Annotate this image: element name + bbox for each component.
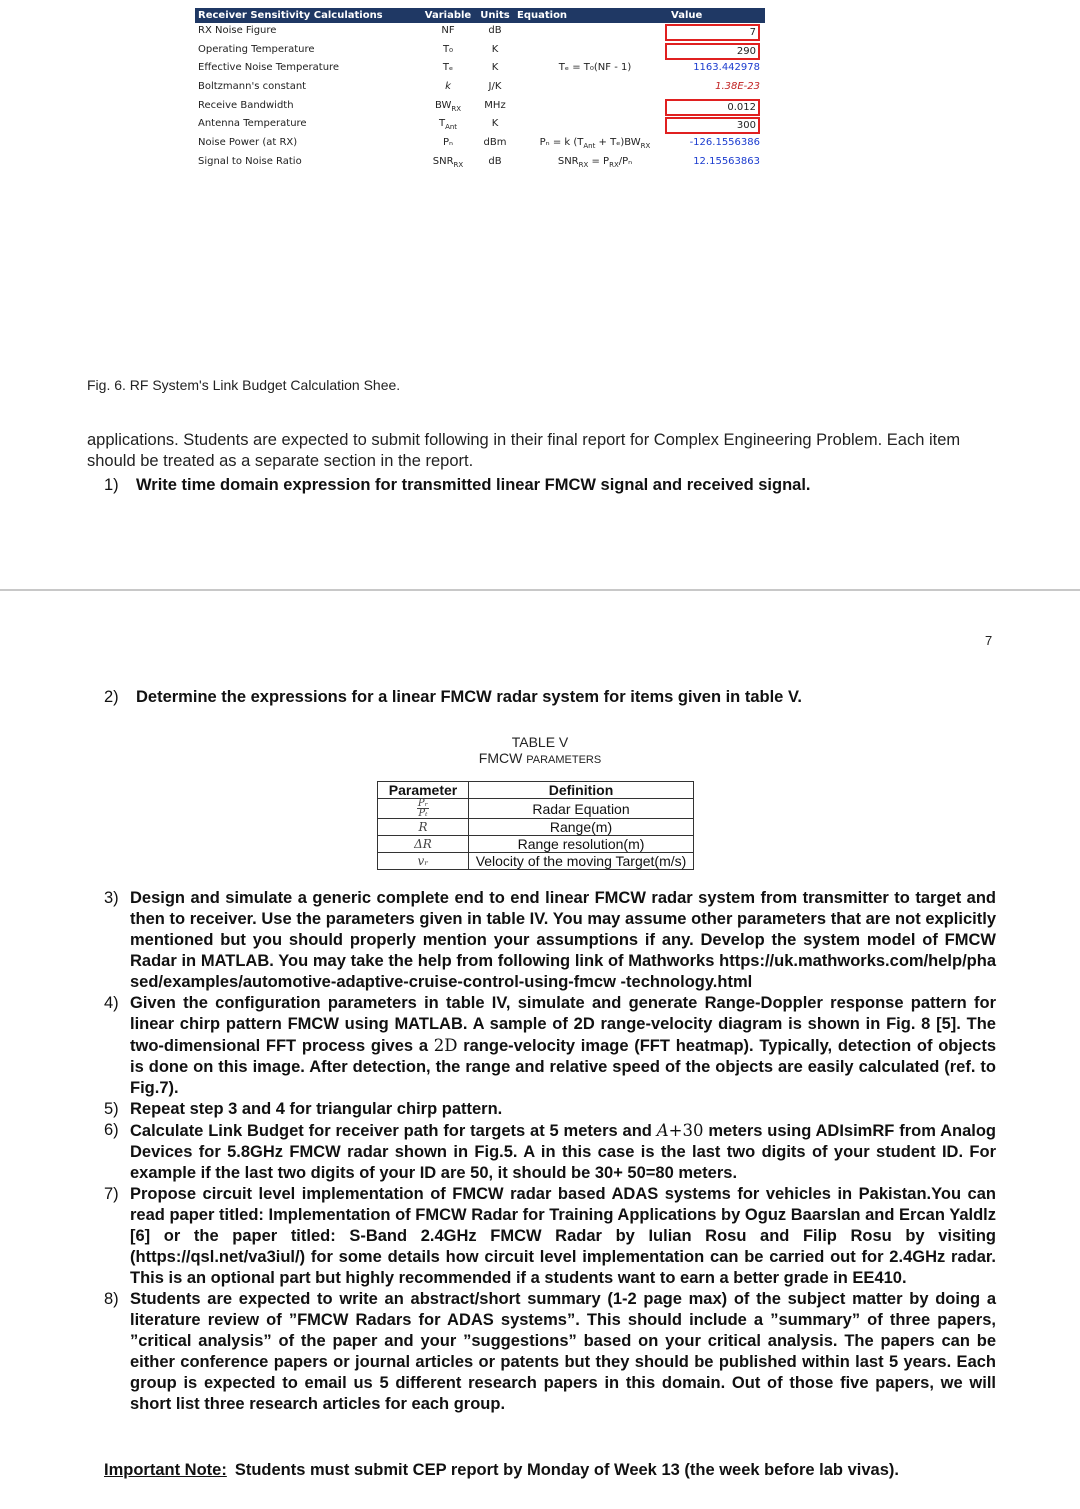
calculated-value-cell: -126.1556386 <box>689 137 760 149</box>
row-label: Boltzmann's constant <box>198 81 307 93</box>
calculated-value-cell: 1163.442978 <box>693 62 760 74</box>
row-variable: k <box>445 81 451 93</box>
requirements-list <box>104 888 996 1415</box>
sheet-header-row <box>195 8 765 23</box>
row-variable <box>423 118 473 131</box>
row-equation <box>535 137 655 150</box>
subtitle-part: FMCW <box>478 750 527 766</box>
definition-cell: Range resolution(m) <box>469 836 694 853</box>
eq-part: = P <box>588 155 610 167</box>
eq-part: SNR <box>557 155 579 167</box>
row-equation <box>535 156 655 169</box>
sheet-row-boltzmann-constant <box>195 79 765 98</box>
item-text: Write time domain expression for transmitted linear FMCW signal and received signal. <box>136 476 811 494</box>
list-item-5 <box>104 1099 996 1120</box>
row-unit: K <box>491 62 499 74</box>
fraction-denominator: Pₜ <box>418 808 428 819</box>
row-label: Operating Temperature <box>198 43 315 55</box>
table-header-row <box>378 782 694 799</box>
link-budget-sheet <box>195 8 765 173</box>
row-unit: dBm <box>483 137 507 149</box>
item-number: 4) <box>104 994 119 1012</box>
mathworks-link[interactable]: https://uk.mathworks.com/help/phased/examples/automotive-adaptive-cruise-control-using-fmcw -technology.html <box>130 952 996 991</box>
definition-cell: Velocity of the moving Target(m/s) <box>469 853 694 870</box>
eq-subscript: Ant <box>583 142 596 151</box>
input-value-cell[interactable]: 7 <box>665 24 760 41</box>
fraction-numerator: Pᵣ <box>417 798 429 809</box>
input-value-cell[interactable]: 300 <box>665 117 760 134</box>
math-a: A <box>656 1121 669 1140</box>
row-label: Signal to Noise Ratio <box>198 155 302 167</box>
definition-cell: Range(m) <box>469 819 694 836</box>
item-number: 2) <box>104 688 119 706</box>
definition-cell: Radar Equation <box>469 799 694 819</box>
list-item-8 <box>104 1289 996 1415</box>
var-subscript: RX <box>451 104 462 113</box>
eq-subscript: RX <box>578 160 589 169</box>
body-paragraph: applications. Students are expected to submit following in their final report for Complex Engineering Problem. Each item should be treated as a separate section in the report. <box>87 431 961 470</box>
item-number: 8) <box>104 1290 119 1308</box>
subtitle-smallcaps: PARAMETERS <box>526 754 602 766</box>
page-number: 7 <box>985 633 993 648</box>
row-label: Receive Bandwidth <box>198 99 294 111</box>
row-unit: dB <box>488 25 502 36</box>
fmcw-parameters-table <box>377 781 694 870</box>
important-note <box>104 1461 899 1480</box>
table-row <box>378 836 694 853</box>
item-number: 5) <box>104 1100 119 1118</box>
input-value-cell[interactable]: 290 <box>665 43 760 60</box>
eq-subscript: RX <box>609 160 619 169</box>
sheet-row-effective-noise-temperature <box>195 60 765 79</box>
constant-value-cell: 1.38E-23 <box>715 81 760 93</box>
var-base: BW <box>434 99 452 111</box>
row-label: Noise Power (at RX) <box>198 137 298 149</box>
row-label: Antenna Temperature <box>198 118 307 130</box>
param-cell <box>378 799 469 819</box>
table-title: TABLE V <box>511 734 569 750</box>
table-row <box>378 853 694 870</box>
page-divider <box>0 589 1080 591</box>
param-cell: R <box>378 819 469 836</box>
row-variable: Tₑ <box>442 62 454 74</box>
eq-subscript: RX <box>640 142 651 151</box>
item-text: Determine the expressions for a linear FMCW radar system for items given in table V. <box>136 688 803 706</box>
var-subscript: RX <box>453 160 464 169</box>
list-item-6 <box>104 1120 996 1184</box>
item-number: 6) <box>104 1121 119 1139</box>
item-text: Repeat step 3 and 4 for triangular chirp pattern. <box>130 1100 503 1118</box>
item-number: 1) <box>104 476 119 494</box>
row-variable: Pₙ <box>442 137 453 149</box>
sheet-row-operating-temperature <box>195 42 765 61</box>
item-text: Students are expected to write an abstract/short summary (1-2 page max) of the subject matter by doing a literature review of ”FMCW Radars for ADAS systems”. This should include a ”summary” of three papers, ”critical analysis” of the paper and your ”suggestions” based on your critical analysis. The papers can be either conference papers or journal articles or patents but they should be published within last 5 years. Each group is expected to email us 5 different research papers in this domain. Out of those five papers, we will short list three research articles for each group. <box>130 1290 996 1413</box>
row-variable: NF <box>441 25 455 36</box>
item-text: Calculate Link Budget for receiver path for targets at 5 meters and <box>130 1122 657 1140</box>
item-text: range-velocity image (FFT heatmap). Typically, detection of objects is done on this image. After detection, the range and relative speed of the objects are easily calculated (ref. to Fig.7). <box>130 1037 996 1097</box>
sheet-row-antenna-temperature <box>195 116 765 135</box>
var-subscript: Ant <box>445 123 458 132</box>
col-header-definition: Definition <box>469 782 694 799</box>
item-text: Given the configuration parameters in table IV, simulate and generate Range-Doppler response pattern for linear chirp pattern FMCW using MATLAB. A sample of 2D range-velocity diagram is shown in Fig. 8 [5]. The two-dimensional FFT process gives a <box>130 994 996 1055</box>
sheet-row-noise-power <box>195 135 765 154</box>
item-text: Design and simulate a generic complete end to end linear FMCW radar system from transmitter to target and then to receiver. Use the parameters given in table IV. You may assume other parameters that are not explicitly mentioned but you should properly mention your assumptions if any. Develop the system model of FMCW Radar in MATLAB. You may take the help from following link of Mathworks <box>130 889 996 970</box>
param-fraction <box>417 799 429 818</box>
note-text: Students must submit CEP report by Monday of Week 13 (the week before lab vivas). <box>234 1461 899 1479</box>
sheet-header-variable: Variable <box>424 10 472 21</box>
list-item-7 <box>104 1184 996 1289</box>
param-cell: vᵣ <box>378 853 469 870</box>
row-unit: dB <box>488 155 502 167</box>
eq-part: /Pₙ <box>618 155 633 167</box>
list-item-2 <box>104 688 802 707</box>
item-text: meters using ADIsimRF from Analog Devices for 5.8GHz FMCW radar shown in Fig.5. A in this case is the last two digits of your student ID. For example if the last two digits of your ID are 50, it should be 30+ 50=80 meters. <box>130 1122 997 1182</box>
row-label: RX Noise Figure <box>198 25 277 36</box>
list-item-3 <box>104 888 996 993</box>
row-equation: Tₑ = T₀(NF - 1) <box>558 62 632 74</box>
input-value-cell[interactable]: 0.012 <box>665 99 760 116</box>
sheet-row-snr <box>195 154 765 173</box>
eq-part: + Tₑ)BW <box>595 137 641 149</box>
var-base: SNR <box>432 155 454 167</box>
sheet-row-receive-bandwidth <box>195 98 765 117</box>
math-2d: 2D <box>433 1036 458 1055</box>
row-unit: MHz <box>484 99 506 111</box>
row-variable: T₀ <box>442 43 454 55</box>
sheet-header-value: Value <box>671 10 703 21</box>
item-text: Propose circuit level implementation of FMCW radar based ADAS systems for vehicles in Pakistan.You can read paper titled: Implementation of FMCW Radar for Training Applications by Oguz Baarslan and Ercan Yaldlz [6] or the paper titled: S-Band 2.4GHz FMCW Radar by Iulian Rosu and Filip Rosu by visiting (https://qsl.net/va3iul/) for some details how circuit level implementation can be carried out for 2.4GHz radar. This is an optional part but highly recommended if a students want to earn a better grade in EE410. <box>130 1185 996 1287</box>
calculated-value-cell: 12.15563863 <box>693 155 760 167</box>
row-variable <box>423 100 473 113</box>
row-label: Effective Noise Temperature <box>198 62 340 74</box>
sheet-header-units: Units <box>480 10 510 21</box>
row-unit: J/K <box>488 81 502 93</box>
note-label: Important Note: <box>104 1461 227 1479</box>
item-number: 3) <box>104 889 119 907</box>
row-unit: K <box>491 118 499 130</box>
row-variable <box>423 156 473 169</box>
table-row <box>378 799 694 819</box>
table-row <box>378 819 694 836</box>
eq-part: Pₙ = k (T <box>539 137 584 149</box>
col-header-parameter: Parameter <box>378 782 469 799</box>
row-unit: K <box>491 43 499 55</box>
sheet-header-equation: Equation <box>517 10 568 21</box>
math-plus-30: +30 <box>668 1121 704 1140</box>
param-cell: ΔR <box>378 836 469 853</box>
figure-caption: Fig. 6. RF System's Link Budget Calculation Shee. <box>87 377 401 393</box>
var-base: T <box>438 118 446 130</box>
sheet-row-noise-figure <box>195 23 765 42</box>
table-subtitle <box>440 750 640 766</box>
sheet-header-label: Receiver Sensitivity Calculations <box>198 10 383 21</box>
list-item-4 <box>104 993 996 1099</box>
item-number: 7) <box>104 1185 119 1203</box>
list-item-1 <box>104 476 811 495</box>
